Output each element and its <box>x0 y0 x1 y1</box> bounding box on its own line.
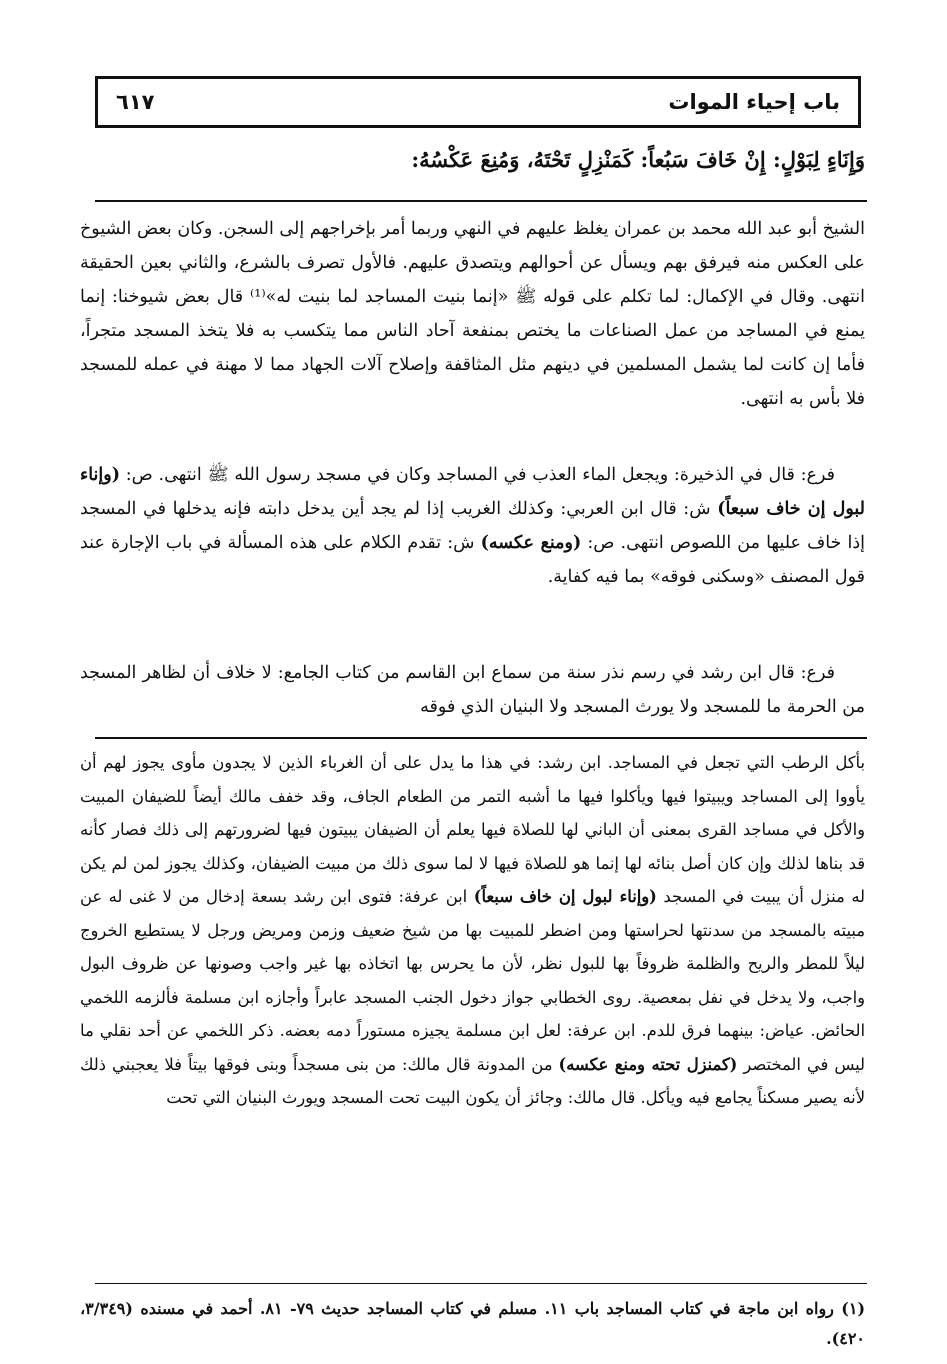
sharh-paragraph-1 <box>80 212 865 416</box>
page-number: ٦١٧ <box>116 90 155 114</box>
quote-ina-li-bawl: (وإناء لبول إن خاف سبعاً) <box>80 465 865 519</box>
sharh-text-2c: ش: تقدم الكلام على هذه المسألة في باب الإجارة عند قول المصنف «وسكنى فوقه» بما فيه كفاية. <box>80 533 865 587</box>
divider-top <box>95 200 867 202</box>
hashiya-section <box>80 746 865 1115</box>
hashiya-text-c: من المدونة قال مالك: من بنى مسجداً وبنى فوقها بيتاً فلا يعجبني ذلك لأنه يصير مسكناً يجامع فيه ويأكل. قال مالك: وجائز أن يكون البيت تحت المسجد ويورث البنيان التي تحت <box>80 1054 865 1107</box>
divider-footnote <box>95 1283 867 1284</box>
matn-text: وَإِنَاءٍ لِبَوْلٍ: إِنْ خَافَ سَبُعاً: كَمَنْزِلٍ تَحْتَهُ، وَمُنِعَ عَكْسُهُ: <box>411 147 865 172</box>
footnote-section <box>80 1294 865 1354</box>
divider-middle <box>95 737 867 739</box>
chapter-title: باب إحياء الموات <box>668 90 840 114</box>
hashiya-quote-1: (وإناء لبول إن خاف سبعاً) <box>473 887 657 906</box>
sharh-text-3: فرع: قال ابن رشد في رسم نذر سنة من سماع ابن القاسم من كتاب الجامع: لا خلاف أن لظاهر المسجد من الحرمة ما للمسجد ولا يورث المسجد ولا البنيان الذي فوقه <box>80 663 865 717</box>
quote-muni-aksuhu: (ومنع عكسه) <box>480 533 582 553</box>
hashiya-text <box>80 746 865 1115</box>
sharh-text-2 <box>80 458 865 594</box>
sharh-paragraph-2 <box>80 458 865 594</box>
hashiya-text-a: بأكل الرطب التي تجعل في المساجد. ابن رشد: في هذا ما يدل على أن الغرباء الذين لا يجدون مأوى يجوز لهم أن يأووا إلى المساجد ويبيتوا فيها ويأكلوا فيها ما أشبه التمر من الطعام الجاف، وقد خفف مالك أيضاً للضيفان المبيت والأكل في مساجد القرى بمعنى أن الباني لها للصلاة فيها يعلم أن الضيفان يبيتون فيها لضرورتهم إلى ذلك فصار كأنه قد بناها لذلك وإن كان أصل بنائه لها إنما هو للصلاة فيها لا لما سوى ذلك من مبيت الضيفان، وكذلك يجوز لمن لم يكن له منزل أن يبيت في المسجد <box>80 753 866 906</box>
sharh-text-1: الشيخ أبو عبد الله محمد بن عمران يغلظ عليهم في النهي وربما أمر بإخراجهم إلى السجن. وكان بعض الشيوخ على العكس منه فيرفق بهم ويسأل عن أحوالهم ويتصدق عليهم. فالأول تصرف بالشرع، والثاني بعين الحقيقة انتهى. وقال في الإكمال: لما تكلم على قوله ﷺ «إنما بنيت المساجد لما بنيت له»⁽¹⁾ قال بعض شيوخنا: إنما يمنع في المساجد من عمل الصناعات ما يختص بمنفعة آحاد الناس مما يتكسب به فلا يتخذ المسجد متجراً، فأما إن كانت لما يشمل المسلمين في دينهم مثل المثاقفة وإصلاح آلات الجهاد مما لا مهنة في عمله للمسجد فلا بأس به انتهى. <box>80 219 865 409</box>
page-header <box>95 76 861 128</box>
sharh-text-2b: ش: قال ابن العربي: وكذلك الغريب إذا لم يجد أين يدخل دابته فإنه يدخلها في المسجد إذا خاف عليها من اللصوص انتهى. ص: <box>80 499 865 553</box>
footnote-1: (١) رواه ابن ماجة في كتاب المساجد باب ١١. مسلم في كتاب المساجد حديث ٧٩- ٨١. أحمد في مسنده (٣/٣٤٩، ٤٢٠). <box>80 1299 866 1348</box>
hashiya-text-b: ابن عرفة: فتوى ابن رشد بسعة إدخال من لا غنى له عن مبيته بالمسجد من سدنتها لحراستها ومن اضطر للمبيت بها من شيخ ضعيف وزمن ومريض ورجل لا يستطيع الخروج ليلاً للمطر والريح والظلمة ظروفاً بها للبول نظر، لأن ما يحرس بها اتخاذه بها غير واجب وصونها عن ظروف البول واجب، ولا يدخل في نفل بمعصية. روى الخطابي جواز دخول الجنب المسجد عابراً وأجازه ابن مسلمة فألزمه اللخمي الحائض. عياض: بينهما فرق للدم. ابن عرفة: لعل ابن مسلمة يجيزه مستوراً دمه بعضه. ذكر اللخمي عن أحد نقلي ما ليس في المختصر <box>80 887 865 1074</box>
sharh-paragraph-3 <box>80 656 865 724</box>
sharh-text-2a: فرع: قال في الذخيرة: ويجعل الماء العذب في المساجد وكان في مسجد رسول الله ﷺ انتهى. ص: <box>120 465 835 485</box>
hashiya-quote-2: (كمنزل تحته ومنع عكسه) <box>558 1054 738 1074</box>
